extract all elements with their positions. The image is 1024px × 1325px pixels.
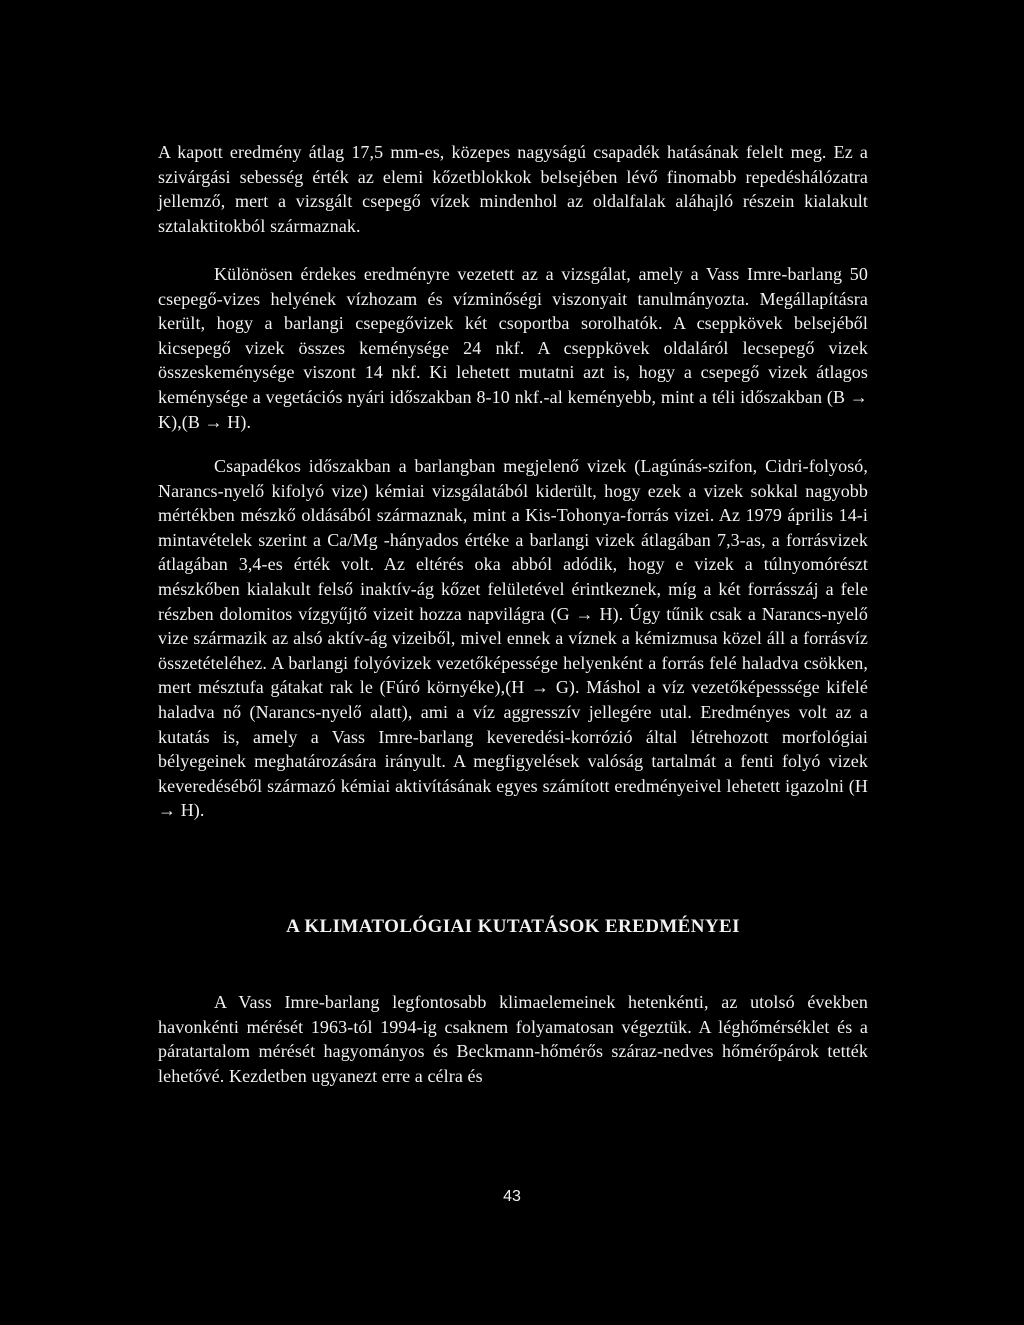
section-heading: A KLIMATOLÓGIAI KUTATÁSOK EREDMÉNYEI xyxy=(286,916,740,937)
paragraph-4: A Vass Imre-barlang legfontosabb klimaelemeinek hetenkénti, az utolsó években havonkénti mérését 1963-tól 1994-ig csaknem folyamatosan végeztük. A léghőmérséklet és a páratartalom mérését hagyományos és Beckmann-hőmérős száraz-nedves hőmérőpárok tették lehetővé. Kezdetben ugyanezt erre a célra és xyxy=(158,992,868,1086)
paragraph-1: A kapott eredmény átlag 17,5 mm-es, közepes nagyságú csapadék hatásának felelt meg. Ez a szivárgási sebesség érték az elemi kőzetblokkok belsejében lévő finomabb repedéshálózatra jellemző, mert a vizsgált csepegő vízek mindenhol az oldalfalak aláhajló részein kialakult sztalaktitokból származnak. xyxy=(158,142,868,236)
page-number: 43 xyxy=(503,1188,521,1205)
paragraph-3: Csapadékos időszakban a barlangban megjelenő vizek (Lagúnás-szifon, Cidri-folyosó, Narancs-nyelő kifolyó vize) kémiai vizsgálatából kiderült, hogy ezek a vizek sokkal nagyobb mértékben mészkő oldásából származnak, mint a Kis-Tohonya-forrás vizei. Az 1979 április 14-i mintavételek szerint a Ca/Mg -hányados értéke a barlangi vizek átlagában 7,3-as, a forrásvizek átlagában 3,4-es érték volt. Az eltérés oka abból adódik, hogy e vizek a túlnyomórészt mészkőben kialakult felső inaktív-ág kőzet felületével érintkeznek, míg a két forrásszáj a fele részben dolomitos vízgyűjtő vizeit hozza napvilágra (G → H). Úgy tűnik csak a Narancs-nyelő vize származik az alsó aktív-ág vizeiből, mivel ennek a víznek a kémizmusa közel áll a forrásvíz összetételéhez. A barlangi folyóvizek vezetőképessége helyenként a forrás felé haladva csökken, mert mésztufa gátakat rak le (Fúró környéke),(H → G). Máshol a víz vezetőképesssége kifelé haladva nő (Narancs-nyelő alatt), ami a víz aggresszív jellegére utal. Eredményes volt az a kutatás is, amely a Vass Imre-barlang keveredési-korrózió által létrehozott morfológiai bélyegeinek meghatározására irányult. A megfigyelések valóság tartalmát a fenti folyó vizek keveredéséből származó kémiai aktivításának egyes számított eredményeivel lehetett igazolni (H → H). xyxy=(158,456,868,821)
paragraph-2: Különösen érdekes eredményre vezetett az a vizsgálat, amely a Vass Imre-barlang 50 csepegő-vizes helyének vízhozam és vízminőségi viszonyait tanulmányozta. Megállapításra került, hogy a barlangi csepegővizek két csoportba sorolhatók. A cseppkövek belsejéből kicsepegő vizek összes keménysége 24 nkf. A cseppkövek oldaláról lecsepegő vizek összeskeménysége viszont 14 nkf. Ki lehetett mutatni azt is, hogy a csepegő vizek átlagos keménysége a vegetációs nyári időszakban 8-10 nkf.-al keményebb, mint a téli időszakban (B → K),(B → H). xyxy=(158,264,868,432)
